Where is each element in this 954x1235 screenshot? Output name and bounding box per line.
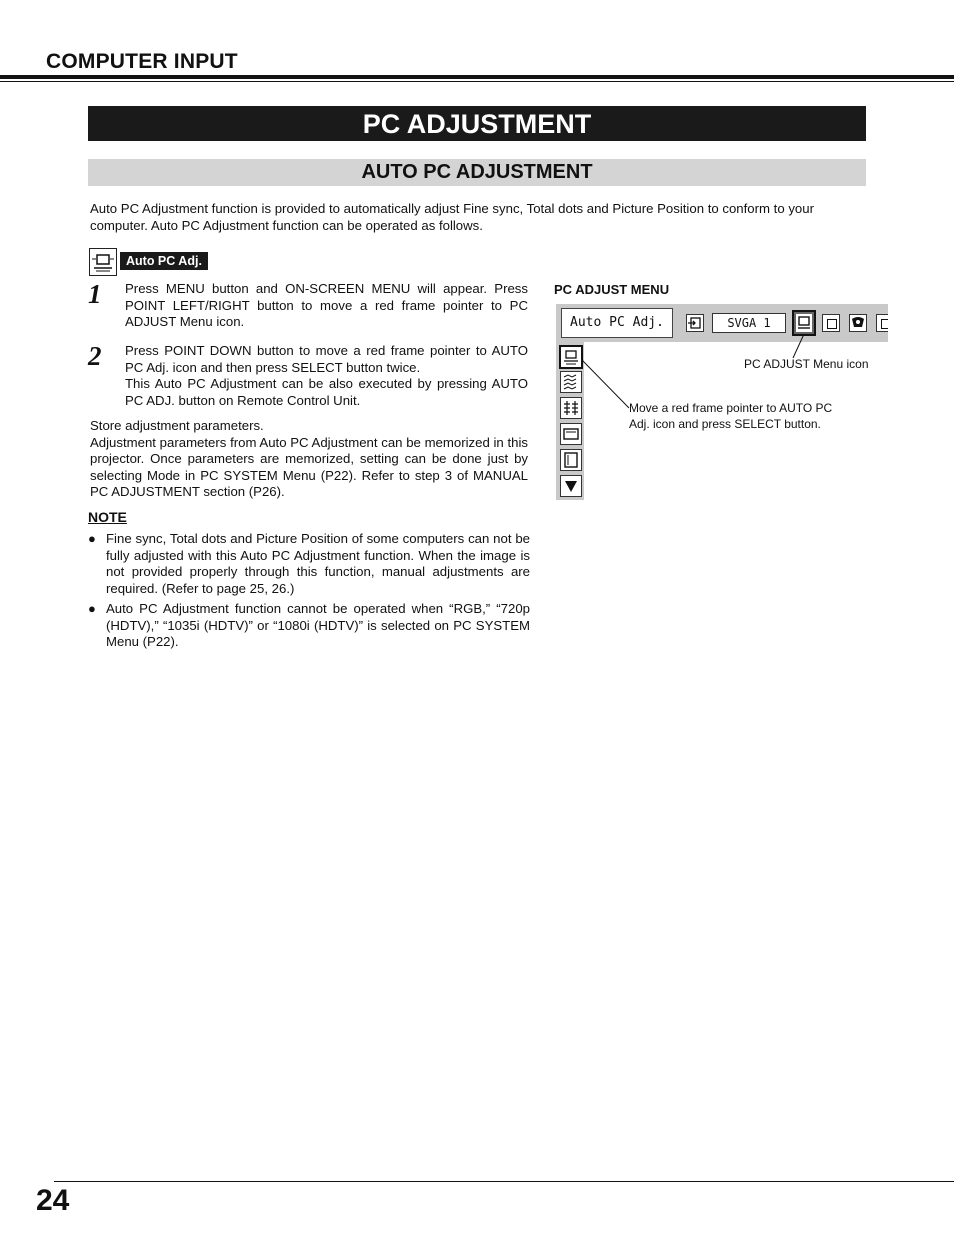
store-heading: Store adjustment parameters.	[90, 418, 264, 433]
vertical-position-icon[interactable]	[560, 449, 582, 471]
header-rule-thin	[0, 81, 954, 82]
footer-rule	[54, 1181, 954, 1182]
callout-menu-icon: PC ADJUST Menu icon	[744, 357, 869, 371]
menu-title: Auto PC Adj.	[561, 308, 673, 338]
store-section	[90, 418, 528, 501]
menu-figure-label: PC ADJUST MENU	[554, 282, 670, 297]
step-text-2-extra: This Auto PC Adjustment can be also executed by pressing AUTO PC ADJ. button on Remote Control Unit.	[125, 376, 528, 408]
auto-pc-adj-icon	[89, 248, 117, 276]
step-number-2: 2	[88, 341, 102, 371]
page-subtitle: AUTO PC ADJUSTMENT	[88, 159, 866, 186]
callout-pointer: Move a red frame pointer to AUTO PC Adj. icon and press SELECT button.	[629, 401, 833, 431]
note-title: NOTE	[88, 509, 127, 525]
note-item-1: Fine sync, Total dots and Picture Position of some computers can not be fully adjusted with this Auto PC Adjustment function. When the image is not provided properly through this function, manual adjustments are required. (Refer to page 25, 26.)	[106, 531, 530, 596]
section-header: COMPUTER INPUT	[46, 50, 238, 73]
screen-icon[interactable]	[876, 314, 888, 332]
step-text-1: Press MENU button and ON-SCREEN MENU will appear. Press POINT LEFT/RIGHT button to move a red frame pointer to PC ADJUST Menu icon.	[125, 281, 528, 329]
bullet-icon: ●	[88, 601, 96, 616]
intro-paragraph: Auto PC Adjustment function is provided to automatically adjust Fine sync, Total dots and Picture Position to conform to your computer. Auto PC Adjustment function can be operated as follows.	[90, 201, 814, 233]
function-label: Auto PC Adj.	[120, 252, 208, 270]
bullet-icon: ●	[88, 531, 96, 546]
page-number: 24	[36, 1184, 70, 1217]
mode-display: SVGA 1	[712, 313, 786, 333]
step-number-1: 1	[88, 279, 102, 309]
scroll-down-icon[interactable]	[560, 475, 582, 497]
store-body: Adjustment parameters from Auto PC Adjustment can be memorized in this projector. Once parameters are memorized, setting can be done just by selecting Mode in PC SYSTEM Menu (P22). Refer to step 3 of MANUAL PC ADJUSTMENT section (P26).	[90, 434, 528, 499]
note-item-2: Auto PC Adjustment function cannot be operated when “RGB,” “720p (HDTV),” “1035i (HDTV)” or “1080i (HDTV)” is selected on PC SYSTEM Menu (P22).	[106, 601, 530, 649]
page-title: PC ADJUSTMENT	[88, 106, 866, 141]
step-text-2: Press POINT DOWN button to move a red frame pointer to AUTO PC Adj. icon and then press SELECT button twice.	[125, 343, 528, 375]
header-rule	[0, 75, 954, 79]
